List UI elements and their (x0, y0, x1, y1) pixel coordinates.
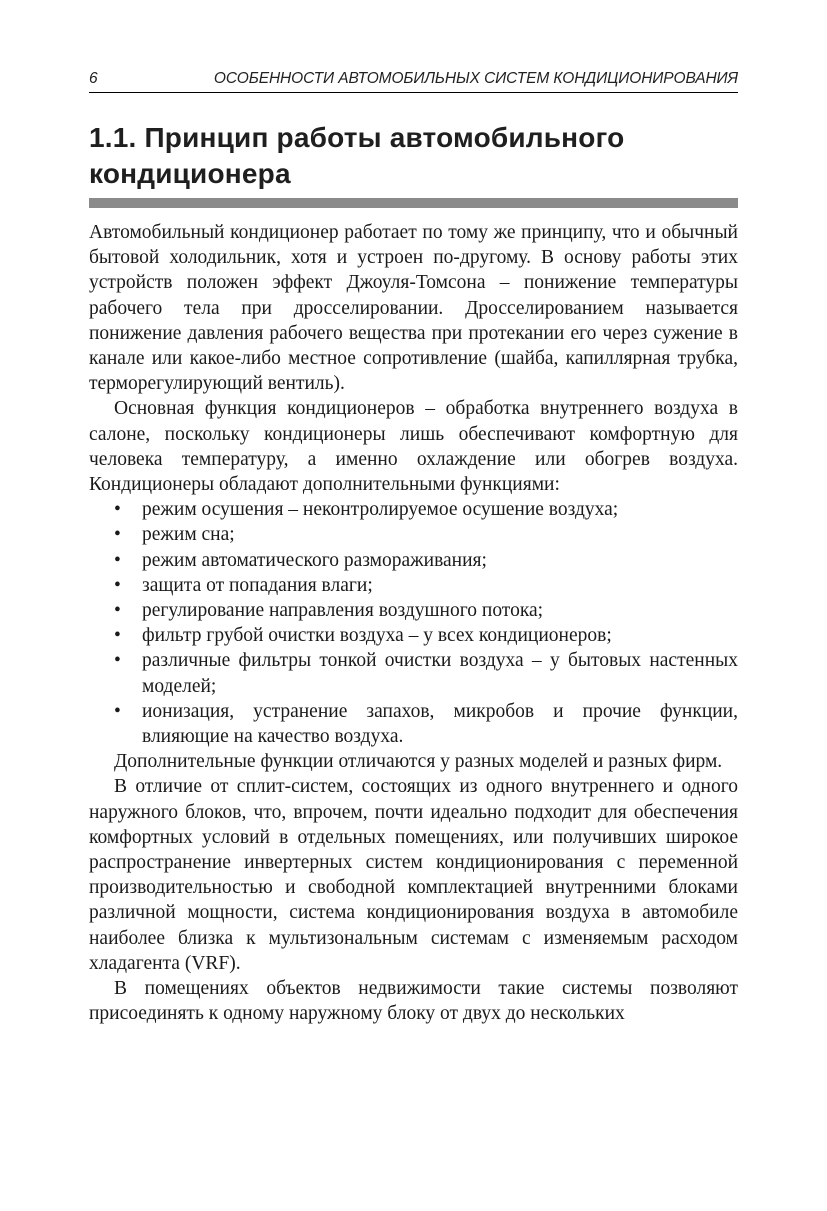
paragraph-3: Дополнительные функции отличаются у разных моделей и разных фирм. (114, 751, 723, 773)
body-text (89, 220, 738, 1027)
bullet-icon: • (114, 524, 121, 546)
functions-list (89, 497, 738, 749)
bullet-icon: • (114, 499, 121, 521)
section-heading-line-1: 1.1. Принцип работы автомобильного (89, 122, 625, 153)
list-item: • защита от попадания влаги; (89, 573, 738, 598)
running-title: ОСОБЕННОСТИ АВТОМОБИЛЬНЫХ СИСТЕМ КОНДИЦИОНИРОВАНИЯ (213, 70, 738, 87)
bullet-icon: • (114, 625, 121, 647)
heading-rule (89, 198, 738, 208)
list-item: • фильтр грубой очистки воздуха – у всех кондиционеров; (89, 623, 738, 648)
list-item: • режим осушения – неконтролируемое осушение воздуха; (89, 497, 738, 522)
running-header (89, 68, 738, 93)
bullet-icon: • (114, 700, 121, 722)
list-item: • режим сна; (89, 522, 738, 547)
list-item: • ионизация, устранение запахов, микробов и прочие функции, влияющие на качество воздуха. (114, 700, 738, 748)
list-item: • регулирование направления воздушного потока; (89, 598, 738, 623)
bullet-icon: • (114, 650, 121, 672)
paragraph-5: В помещениях объектов недвижимости такие системы позволяют присоединять к одному наружному блоку от двух до нескольких (89, 978, 738, 1025)
book-page (89, 68, 738, 1027)
list-item: • режим автоматического размораживания; (89, 548, 738, 573)
section-heading-line-2: кондиционера (89, 158, 291, 189)
bullet-icon: • (114, 549, 121, 571)
paragraph-2: Основная функция кондиционеров – обработка внутреннего воздуха в салоне, поскольку кондиционеры лишь обеспечивают комфортную для человека температуру, а именно охлаждение или обогрев воздуха. Кондиционеры обладают дополнительными функциями: (89, 398, 738, 496)
page-number: 6 (89, 70, 98, 87)
list-item: • различные фильтры тонкой очистки воздуха – у бытовых настенных моделей; (114, 650, 738, 697)
section-heading (89, 120, 738, 192)
paragraph-1: Автомобильный кондиционер работает по тому же принципу, что и обычный бытовой холодильник, хотя и устроен по-другому. В основу работы этих устройств положен эффект Джоуля-Томсона – понижение температуры рабочего тела при дросселировании. Дросселированием называется понижение давления рабочего вещества при протекании его через сужение в канале или какое-либо местное сопротивление (шайба, капиллярная трубка, терморегулирующий вентиль). (89, 222, 738, 395)
paragraph-4: В отличие от сплит-систем, состоящих из одного внутреннего и одного наружного блоков, что, впрочем, почти идеально подходит для обеспечения комфортных условий в отдельных помещениях, или получивших широкое распространение инвертерных систем кондиционирования с переменной производительностью и свободной комплектацией внутренними блоками различной мощности, система кондиционирования воздуха в автомобиле наиболее близка к мультизональным системам с изменяемым расходом хладагента (VRF). (89, 776, 738, 974)
bullet-icon: • (114, 600, 121, 622)
bullet-icon: • (114, 574, 121, 596)
